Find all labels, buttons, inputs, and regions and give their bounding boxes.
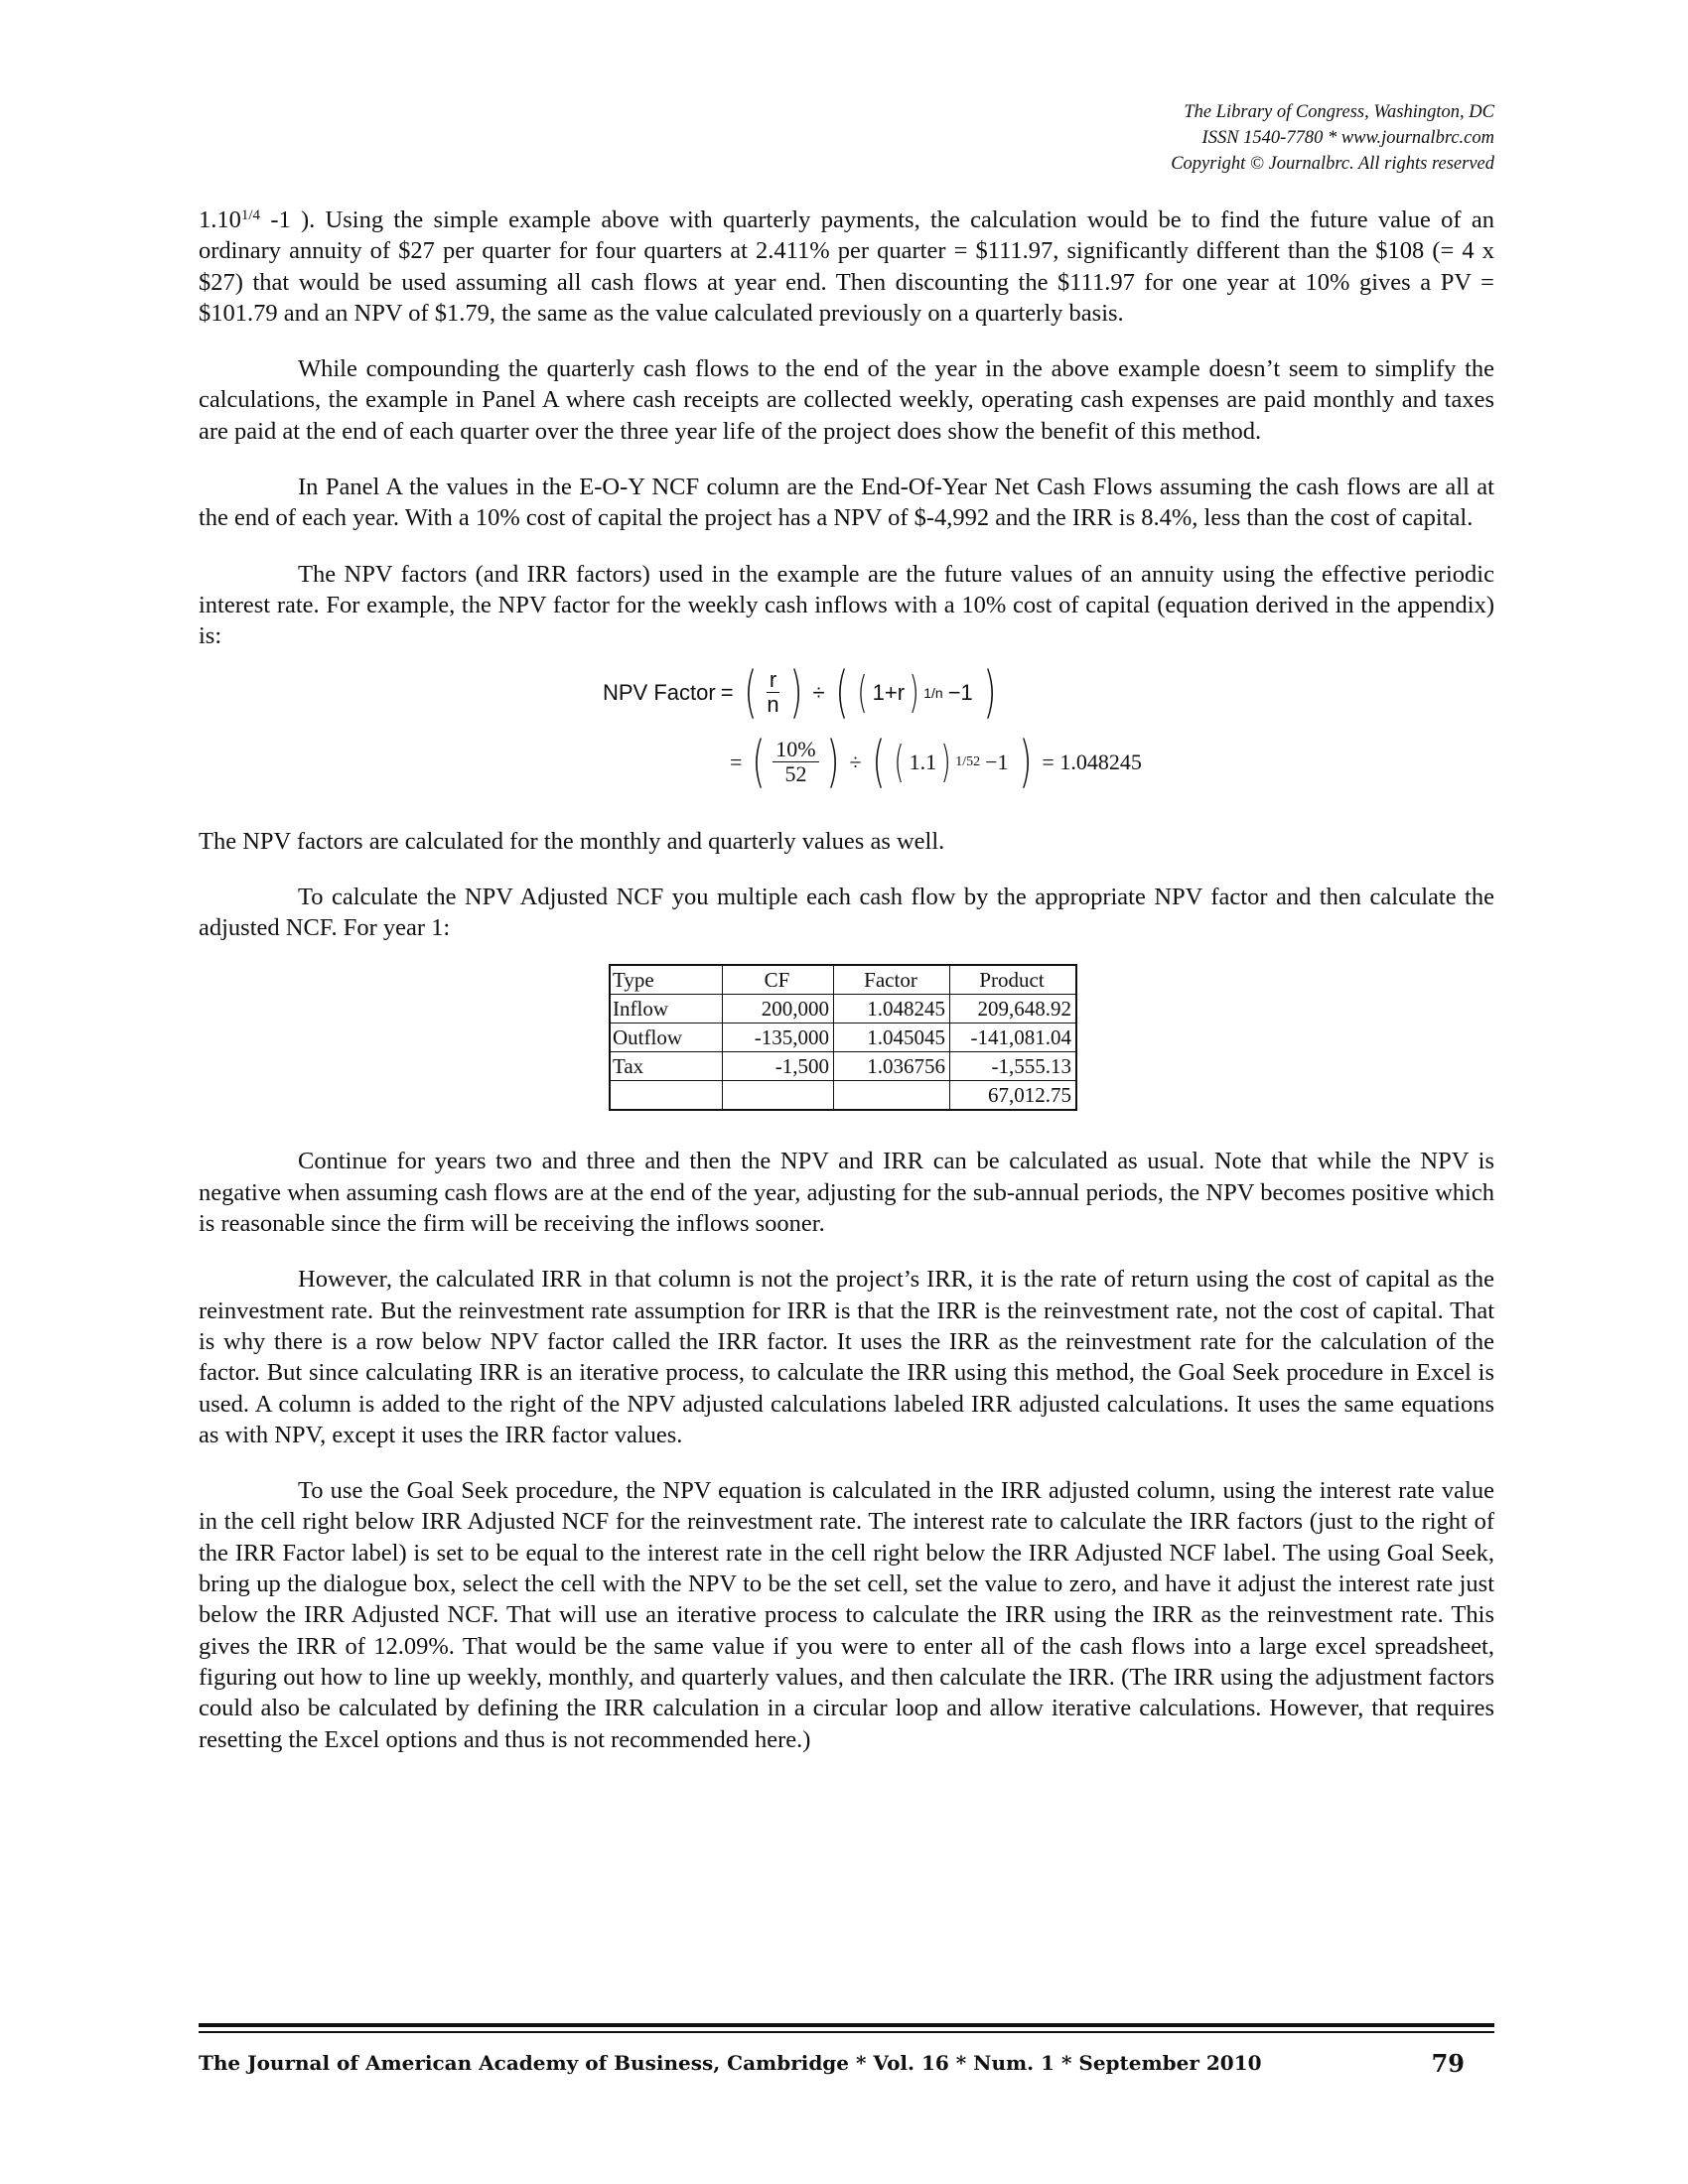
divide-sign: ÷ xyxy=(812,679,825,705)
equation-label: NPV Factor xyxy=(603,679,716,705)
table-row xyxy=(610,1024,1076,1052)
paragraph-9: To use the Goal Seek procedure, the NPV equation is calculated in the IRR adjusted column, using the interest rate value in the cell right below IRR Adjusted NCF for the reinvestment rate. The interest rate to calculate the IRR factors (just to the right of the IRR Factor label) is set to be equal to the interest rate in the cell right below the IRR Adjusted NCF label. The using Goal Seek, bring up the dialogue box, select the cell with the NPV to be the set cell, set the value to zero, and have it adjust the interest rate just below the IRR Adjusted NCF. That will use an iterative process to calculate the IRR using the IRR as the reinvestment rate. This gives the IRR of 12.09%. That would be the same value if you were to enter all of the cash flows into a large excel spreadsheet, figuring out how to line up weekly, monthly, and quarterly values, and then calculate the IRR. (The IRR using the adjustment factors could also be calculated by defining the IRR calculation in a circular loop and allow iterative calculations. However, that requires resetting the Excel options and thus is not recommended here.) xyxy=(199,1477,1494,1753)
minus-one: −1 xyxy=(947,679,973,705)
paragraph-1 xyxy=(199,205,1494,329)
fraction-rate xyxy=(773,738,818,786)
footer-rule-thick xyxy=(199,2023,1494,2027)
numerator: 10% xyxy=(773,738,818,762)
paren-close: ) xyxy=(789,659,803,725)
table-cell: 209,648.92 xyxy=(950,995,1077,1024)
equation-row-2: = ( $\frac{10\%}{52}$ ) ÷ ( ( 1.1 ) 1/52 −1 ) = 1.048245 xyxy=(730,729,1142,794)
denominator: 52 xyxy=(784,761,807,787)
paragraph-6: To calculate the NPV Adjusted NCF you multiple each cash flow by the appropriate NPV factor and then calculate the adjusted NCF. For year 1: xyxy=(199,883,1494,942)
table-header-cell: Type xyxy=(610,965,723,995)
table-cell: 200,000 xyxy=(723,995,834,1024)
table-cell: -141,081.04 xyxy=(950,1024,1077,1052)
header-line-2: ISSN 1540-7780 * www.journalbrc.com xyxy=(1201,128,1494,148)
table-header-cell: Factor xyxy=(834,965,950,995)
year-1-calculation-table xyxy=(609,964,1077,1111)
paragraph-2: While compounding the quarterly cash flows to the end of the year in the above example doesn’t seem to simplify the calculations, the example in Panel A where cash receipts are collected weekly, operating cash expenses are paid monthly and taxes are paid at the end of each quarter over the three year life of the project does show the benefit of this method. xyxy=(199,355,1494,445)
table-header-row xyxy=(610,965,1076,995)
paren-open: ( xyxy=(752,729,766,794)
paragraph-3: In Panel A the values in the E-O-Y NCF column are the End-Of-Year Net Cash Flows assuming the cash flows are all at the end of each year. With a 10% cost of capital the project has a NPV of $-4,992 and the IRR is 8.4%, less than the cost of capital. xyxy=(199,474,1494,532)
p1-rest: -1 ). Using the simple example above with quarterly payments, the calculation would be to find the future value of an ordinary annuity of $27 per quarter for four quarters at 2.411% per quarter = $111.97, significantly different than the $108 (= 4 x $27) that would be used assuming all cash flows at year end. Then discounting the $111.97 for one year at 10% gives a PV = $101.79 and an NPV of $1.79, the same as the value calculated previously on a quarterly basis. xyxy=(199,206,1494,327)
p1-superscript: 1/4 xyxy=(240,206,261,223)
table-cell: -1,500 xyxy=(723,1052,834,1081)
equals-sign: = xyxy=(720,679,734,705)
minus-one: −1 xyxy=(985,749,1009,774)
table-total-row xyxy=(610,1081,1076,1111)
table-cell: 1.048245 xyxy=(834,995,950,1024)
paren-open: ( xyxy=(834,659,849,725)
table-cell: 67,012.75 xyxy=(950,1081,1077,1111)
page-number: 79 xyxy=(1431,2049,1465,2078)
paren-close: ) xyxy=(940,736,951,787)
base: 1.1 xyxy=(909,749,937,774)
table-header-cell: Product xyxy=(950,965,1077,995)
paragraph-4: The NPV factors (and IRR factors) used in the example are the future values of an annuity using the effective periodic interest rate. For example, the NPV factor for the weekly cash inflows with a 10% cost of capital (equation derived in the appendix) is: xyxy=(199,560,1494,650)
paren-open: ( xyxy=(743,659,758,725)
paren-open: ( xyxy=(857,666,869,718)
table-row xyxy=(610,1052,1076,1081)
denominator: n xyxy=(767,692,779,718)
table-cell xyxy=(723,1081,834,1111)
paren-close: ) xyxy=(825,729,840,794)
equals-sign: = xyxy=(730,749,743,774)
table-cell: Tax xyxy=(610,1052,723,1081)
p1-lead: 1.10 xyxy=(199,206,241,233)
header-line-1: The Library of Congress, Washington, DC xyxy=(1184,102,1494,122)
table-cell: 1.036756 xyxy=(834,1052,950,1081)
paragraph-8: However, the calculated IRR in that column is not the project’s IRR, it is the rate of return using the cost of capital as the reinvestment rate. But the reinvestment rate assumption for IRR is that the IRR is the reinvestment rate, not the cost of capital. That is why there is a row below NPV factor called the IRR factor. It uses the IRR as the reinvestment rate for the calculation of the factor. But since calculating IRR is an iterative process, to calculate the IRR using this method, the Goal Seek procedure in Excel is used. A column is added to the right of the NPV adjusted calculations labeled IRR adjusted calculations. It uses the same equations as with NPV, except it uses the IRR factor values. xyxy=(199,1266,1494,1448)
table-cell xyxy=(610,1081,723,1111)
paren-open: ( xyxy=(871,729,886,794)
table-cell: 1.045045 xyxy=(834,1024,950,1052)
paragraph-5: The NPV factors are calculated for the monthly and quarterly values as well. xyxy=(199,827,945,855)
one-plus-r: 1+r xyxy=(872,679,906,705)
equation-result: = 1.048245 xyxy=(1042,749,1142,774)
table-cell: -1,555.13 xyxy=(950,1052,1077,1081)
header-line-3: Copyright © Journalbrc. All rights reserved xyxy=(1171,154,1494,174)
fraction-r-over-n xyxy=(764,668,781,717)
article-body xyxy=(199,205,1494,1780)
footer-rule-thin xyxy=(199,2031,1494,2033)
table-cell xyxy=(834,1081,950,1111)
running-header xyxy=(1171,99,1494,177)
paragraph-7: Continue for years two and three and then the NPV and IRR can be calculated as usual. Note that while the NPV is negative when assuming cash flows are at the end of the year, adjusting for the sub-annual periods, the NPV becomes positive which is reasonable since the firm will be receiving the inflows sooner. xyxy=(199,1148,1494,1238)
equation-row-1: NPV Factor = ( $\frac{r}{n}$ ) ÷ ( ( 1+r ) 1/n −1 ) xyxy=(603,659,997,725)
journal-citation: The Journal of American Academy of Business, Cambridge * Vol. 16 * Num. 1 * September 2010 xyxy=(199,2051,1262,2075)
table-header-cell: CF xyxy=(723,965,834,995)
table-cell: Inflow xyxy=(610,995,723,1024)
npv-factor-equation xyxy=(199,659,1494,804)
paren-close: ) xyxy=(983,659,997,725)
table-cell: -135,000 xyxy=(723,1024,834,1052)
paren-close: ) xyxy=(1018,729,1033,794)
numerator: r xyxy=(767,668,779,693)
table-row xyxy=(610,995,1076,1024)
paren-open: ( xyxy=(894,736,906,787)
table-cell: Outflow xyxy=(610,1024,723,1052)
paren-close: ) xyxy=(909,666,919,718)
divide-sign: ÷ xyxy=(849,749,862,774)
